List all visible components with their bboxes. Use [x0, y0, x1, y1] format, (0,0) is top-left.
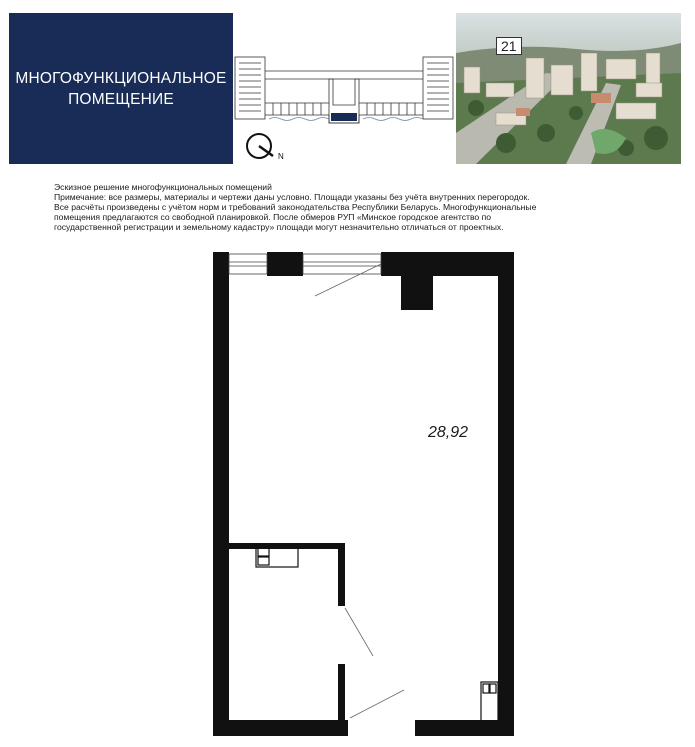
building-key-plan	[233, 53, 455, 125]
note-line: помещения предлагаются со свободной планировкой. После обмеров РУП «Минское городское агентство по	[54, 212, 492, 222]
title-line-2: ПОМЕЩЕНИЕ	[68, 90, 174, 108]
title-panel	[9, 13, 233, 164]
floor-plan	[205, 245, 525, 747]
top-wall-right	[381, 252, 514, 276]
right-wall	[498, 252, 514, 736]
note-line: Все расчёты произведены с учётом норм и требований законодательства Республики Беларусь. Многофункциональные	[54, 202, 537, 212]
page-title	[15, 68, 226, 110]
compass-north-label: N	[278, 152, 284, 161]
window-left	[229, 254, 267, 274]
bottom-wall-left	[213, 720, 348, 736]
door-swing-entrance	[350, 690, 404, 718]
partition-lower	[338, 664, 345, 720]
partition-upper	[338, 543, 345, 606]
door-swing-inner	[345, 608, 373, 656]
note-line: Примечание: все размеры, материалы и чертежи даны условно. Площади указаны без учёта внутренних перегородок.	[54, 192, 530, 202]
column	[401, 276, 433, 310]
title-line-1: МНОГОФУНКЦИОНАЛЬНОЕ	[15, 69, 227, 87]
bottom-wall-right	[415, 720, 514, 736]
top-pier	[267, 252, 303, 276]
door-swing-top	[315, 264, 381, 296]
notes-block	[54, 182, 664, 232]
window-right	[303, 254, 381, 274]
aerial-photo	[456, 13, 681, 164]
kitchen-fixture	[481, 682, 498, 722]
note-line: Эскизное решение многофункциональных помещений	[54, 182, 272, 192]
left-wall	[213, 252, 229, 736]
room-area-label: 28,92	[428, 424, 469, 441]
partition-top	[229, 543, 345, 549]
note-line: государственной регистрации и земельному кадастру» площади могут незначительно отличаться от проектных.	[54, 222, 504, 232]
compass-icon	[242, 131, 288, 163]
building-number-label: 21	[496, 37, 522, 55]
